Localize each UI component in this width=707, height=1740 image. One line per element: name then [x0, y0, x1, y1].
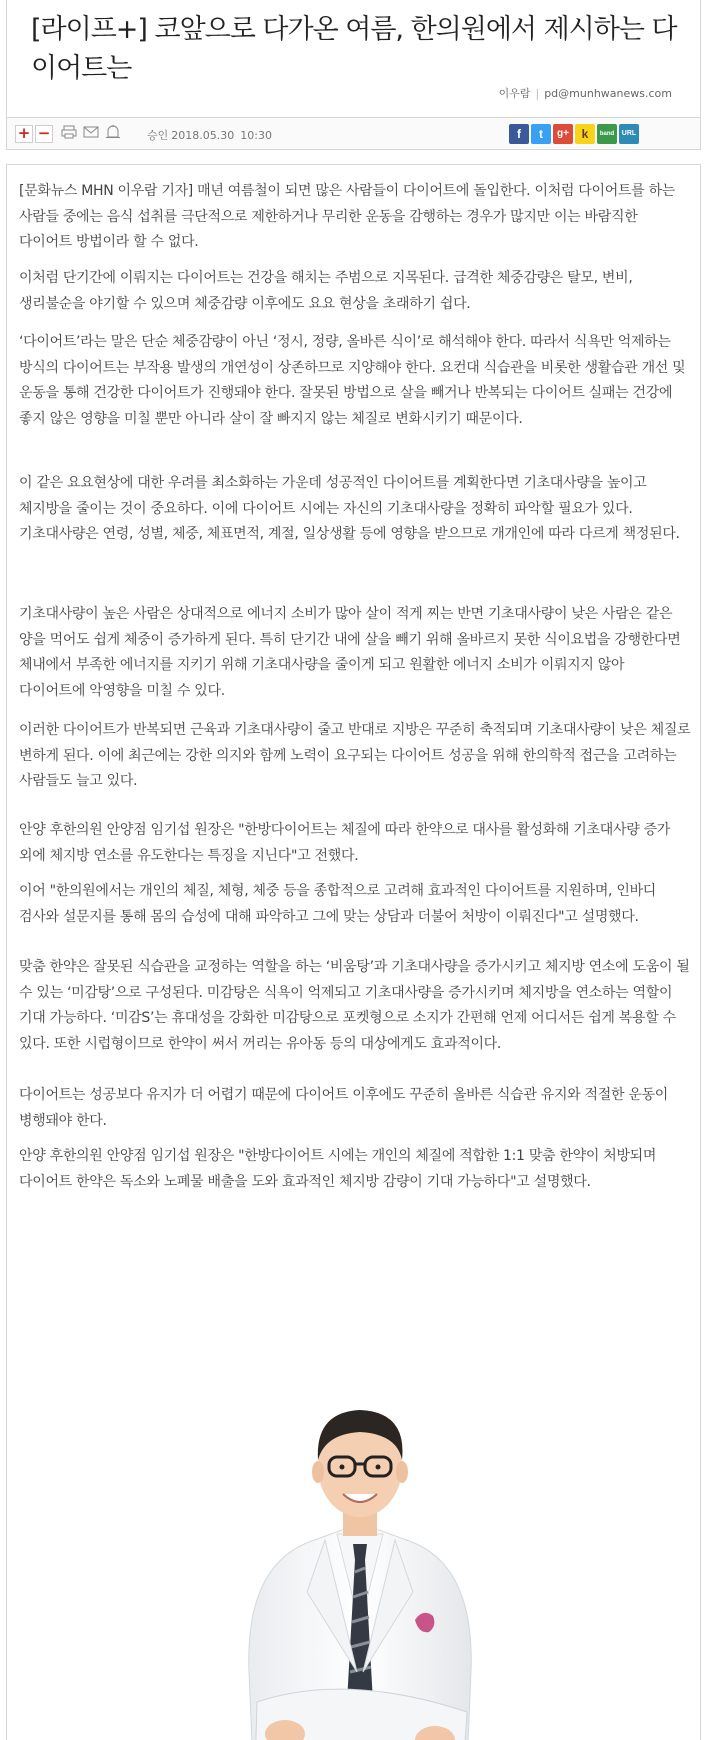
doctor-photo [197, 1372, 524, 1740]
article-toolbar [6, 118, 701, 150]
article-title: [라이프+] 코앞으로 다가온 여름, 한의원에서 제시하는 다이어트는 [31, 14, 677, 84]
byline [499, 85, 672, 101]
font-decrease-button[interactable]: − [35, 125, 53, 143]
article-body [6, 164, 701, 1740]
kakaostory-icon[interactable]: k [575, 124, 595, 144]
article-paragraph: [문화뉴스 MHN 이우람 기자] 매년 여름철이 되면 많은 사람들이 다이어트에 돌입한다. 이처럼 다이어트를 하는 사람들 중에는 음식 섭취를 극단적으로 제한하거나 무리한 운동을 감행하는 경우가 많지만 이는 바람직한 다이어트 방법이라 할 수 없다. [19, 183, 676, 250]
googleplus-icon[interactable]: g+ [553, 124, 573, 144]
article-paragraph: 안양 후한의원 안양점 임기섭 원장은 "한방다이어트 시에는 개인의 체질에 적합한 1:1 맞춤 한약이 처방되며 다이어트 한약은 독소와 노폐물 배출을 도와 효과적인 체지방 감량이 기대 가능하다"고 설명했다. [19, 1148, 657, 1190]
publish-date [147, 127, 272, 143]
facebook-icon[interactable]: f [509, 124, 529, 144]
article-paragraph: 이 같은 요요현상에 대한 우려를 최소화하는 가운데 성공적인 다이어트를 계획한다면 기초대사량을 높이고 체지방을 줄이는 것이 중요하다. 이에 다이어트 시에는 자신의 기초대사량을 정확히 파악할 필요가 있다. 기초대사량은 연령, 성별, 체중, 체표면적, 계절, 일상생활 등에 영향을 받으므로 개개인에 따라 다르게 책정된다. [19, 475, 680, 542]
article-paragraph: 이어 "한의원에서는 개인의 체질, 체형, 체중 등을 종합적으로 고려해 효과적인 다이어트를 지원하며, 인바디 검사와 설문지를 통해 몸의 습성에 대해 파악하고 그에 맞는 상담과 더불어 처방이 이뤄진다"고 설명했다. [19, 883, 657, 925]
report-icon[interactable] [103, 125, 123, 143]
article-paragraph: 다이어트는 성공보다 유지가 더 어렵기 때문에 다이어트 이후에도 꾸준히 올바른 식습관 유지와 적절한 운동이 병행돼야 한다. [19, 1087, 669, 1129]
email-icon[interactable] [81, 125, 101, 143]
article-paragraph: 안양 후한의원 안양점 임기섭 원장은 "한방다이어트는 체질에 따라 한약으로 대사를 활성화해 기초대사량 증가 외에 체지방 연소를 유도한다는 특징을 지닌다"고 전했다. [19, 822, 671, 864]
url-icon[interactable]: URL [619, 124, 639, 144]
date-value: 2018.05.30 [171, 129, 235, 142]
twitter-icon[interactable]: t [531, 124, 551, 144]
approved-label: 승인 [147, 129, 169, 142]
time-value: 10:30 [240, 129, 272, 142]
print-icon[interactable] [59, 125, 79, 143]
article-paragraph: ‘다이어트’라는 말은 단순 체중감량이 아닌 ‘정시, 정량, 올바른 식이’로 해석해야 한다. 따라서 식욕만 억제하는 방식의 다이어트는 부작용 발생의 개연성이 상존하므로 지양해야 한다. 요컨대 식습관을 비롯한 생활습관 개선 및 운동을 통해 건강한 다이어트가 진행돼야 한다. 잘못된 방법으로 살을 빼거나 반복되는 다이어트 실패는 건강에 좋지 않은 영향을 미칠 뿐만 아니라 살이 잘 빠지지 않는 체질로 변화시키기 때문이다. [19, 334, 686, 427]
byline-separator: | [535, 87, 540, 100]
article-paragraph: 기초대사량이 높은 사람은 상대적으로 에너지 소비가 많아 살이 적게 찌는 반면 기초대사량이 낮은 사람은 같은 양을 먹어도 쉽게 체중이 증가하게 된다. 특히 단기간 내에 살을 빼기 위해 올바르지 못한 식이요법을 강행한다면 체내에서 부족한 에너지를 지키기 위해 기초대사량을 줄이게 되고 원활한 에너지 소비가 이뤄지지 않아 다이어트에 악영향을 미칠 수 있다. [19, 606, 681, 699]
article-paragraph: 이처럼 단기간에 이뤄지는 다이어트는 건강을 해치는 주범으로 지목된다. 급격한 체중감량은 탈모, 변비, 생리불순을 야기할 수 있으며 체중감량 이후에도 요요 현상을 초래하기 쉽다. [19, 270, 633, 312]
article-header [6, 0, 701, 118]
author-email[interactable]: pd@munhwanews.com [544, 87, 672, 100]
author-name: 이우람 [498, 87, 531, 100]
band-icon[interactable]: band [597, 124, 617, 144]
article-paragraph: 맞춤 한약은 잘못된 식습관을 교정하는 역할을 하는 ‘비움탕’과 기초대사량을 증가시키고 체지방 연소에 도움이 될 수 있는 ‘미감탕’으로 구성된다. 미감탕은 식욕이 억제되고 기초대사량을 증가시키며 체지방을 연소하는 역할이 기대 가능하다. ‘미감S’는 휴대성을 강화한 미감탕으로 포켓형으로 소지가 간편해 언제 어디서든 쉽게 복용할 수 있다. 또한 시럽형이므로 한약이 써서 꺼리는 유아동 등의 대상에게도 효과적이다. [19, 959, 690, 1052]
font-increase-button[interactable]: + [15, 125, 33, 143]
article-paragraph: 이러한 다이어트가 반복되면 근육과 기초대사량이 줄고 반대로 지방은 꾸준히 축적되며 기초대사량이 낮은 체질로 변하게 된다. 이에 최근에는 강한 의지와 함께 노력이 요구되는 다이어트 성공을 위해 한의학적 접근을 고려하는 사람들도 늘고 있다. [19, 722, 691, 789]
